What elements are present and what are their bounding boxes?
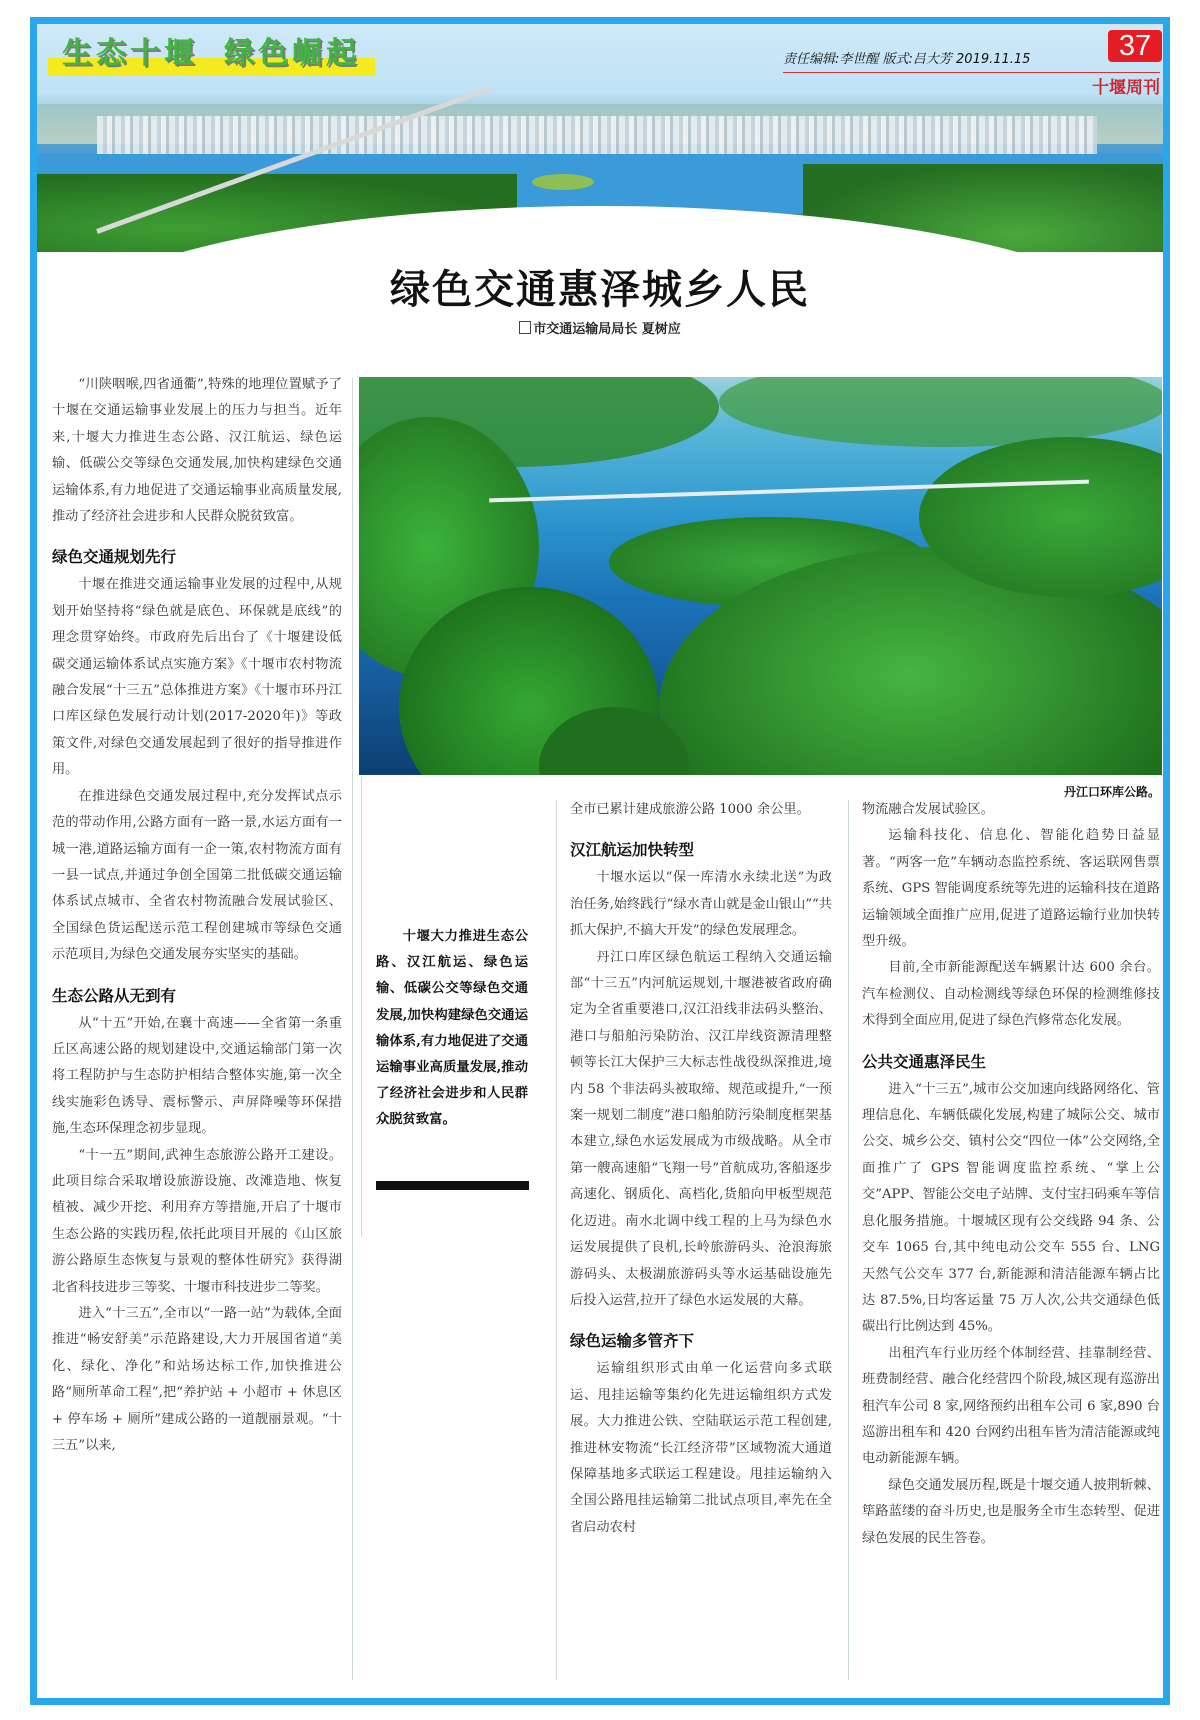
paragraph: 十堰水运以“保一库清水永续北送”为政治任务,始终践行“绿水青山就是金山银山”“共抓大保护,不搞大开发”的绿色发展理念。 (570, 870, 832, 939)
column-divider (848, 800, 849, 1680)
paragraph: 进入“十三五”,城市公交加速向线路网络化、管理信息化、车辆低碳化发展,构建了城际公交、城市公交、城乡公交、镇村公交“四位一体”公交网络,全面推广了 GPS 智能调度监控系统、“掌上公交”APP、智能公交电子站牌、支付宝扫码乘车等信息化服务措施。十堰城区现有公交线路 94 条、公交车 1065 台,其中纯电动公交车 555 台、LNG 天然气公交车 377 台,新能源和清洁能源车辆占比达 87.5%,日均客运量 75 万人次,公共交通绿色低碳出行比例达到 45%。 (862, 1081, 1160, 1335)
section-tagline (62, 28, 386, 72)
column-divider (556, 800, 557, 1680)
byline-box-icon (519, 321, 531, 334)
banner-island (532, 174, 594, 190)
subheading-hanjiang-shipping: 汉江航运加快转型 (570, 841, 695, 860)
subheading-public-transit: 公共交通惠泽民生 (862, 1052, 987, 1071)
column-3 (570, 797, 832, 1541)
pull-quote-text: 十堰大力推进生态公路、汉江航运、绿色运输、低碳公交等绿色交通发展,加快构建绿色交通运输体系,有力地促进了交通运输事业高质量发展,推动了经济社会进步和人民群众脱贫致富。 (376, 929, 528, 1128)
paragraph: 丹江口库区绿色航运工程纳入交通运输部“十三五”内河航运规划,十堰港被省政府确定为全省重要港口,汉江沿线非法码头整治、港口与船舶污染防治、汉江岸线资源清理整顿等长江大保护三大标志性战役纵深推进,境内 58 个非法码头被取缔、规范或提升,“一预案一规划二制度”港口船舶防污染制度框架基本建立,绿色水运发展成为市级战略。从全市第一艘高速船“飞翔一号”首航成功,客船逐步高速化、钢质化、高档化,货船向甲板型规范化迈进。南水北调中线工程的上马为绿色水运发展提供了良机,长岭旅游码头、沧浪海旅游码头、太极湖旅游码头等水运基础设施先后投入运营,拉开了绿色水运发展的大幕。 (570, 949, 832, 1308)
paragraph: 绿色交通发展历程,既是十堰交通人披荆斩棘、筚路蓝缕的奋斗历史,也是服务全市生态转型、促进绿色发展的民生答卷。 (862, 1477, 1160, 1546)
paragraph-continued: 全市已累计建成旅游公路 1000 余公里。 (570, 802, 810, 817)
paragraph: 运输科技化、信息化、智能化趋势日益显著。“两客一危”车辆动态监控系统、客运联网售票系统、GPS 智能调度系统等先进的运输科技在道路运输领域全面推广应用,促进了道路运输行业加快转型升级。 (862, 828, 1160, 950)
banner-city-skyline (97, 116, 1097, 156)
publication-name: 十堰周刊 (1092, 78, 1160, 98)
paragraph: 目前,全市新能源配送车辆累计达 600 余台。汽车检测仪、自动检测线等绿色环保的检测维修技术得到全面应用,促进了绿色汽修常态化发展。 (862, 960, 1160, 1029)
paragraph: 十堰在推进交通运输事业发展的过程中,从规划开始坚持将“绿色就是底色、环保就是底线”的理念贯穿始终。市政府先后出台了《十堰建设低碳交通运输体系试点实施方案》《十堰市农村物流融合发展“十三五”总体推进方案》《十堰市环丹江口库区绿色发展行动计划(2017-2020年)》等政策文件,对绿色交通发展起到了很好的指导推进作用。 (52, 577, 342, 778)
column-4 (862, 797, 1160, 1552)
paragraph: 在推进绿色交通发展过程中,充分发挥试点示范的带动作用,公路方面有一路一景,水运方面有一城一港,道路运输方面有一企一策,农村物流方面有一县一试点,并通过争创全国第二批低碳交通运输体系试点城市、全省农村物流融合发展试验区、全国绿色货运配送示范工程创建城市等绿色交通示范项目,为绿色交通发展夯实坚实的基础。 (52, 788, 342, 963)
reservoir-photo (359, 377, 1162, 775)
column-1 (52, 372, 342, 1459)
photo-caption: 丹江口环库公路。 (1063, 785, 1160, 799)
subheading-green-transport: 绿色运输多管齐下 (570, 1332, 695, 1351)
column-divider (352, 378, 353, 1680)
subheading-planning: 绿色交通规划先行 (52, 548, 177, 567)
paragraph-continued: 物流融合发展试验区。 (862, 802, 994, 817)
pull-quote-bar (376, 1181, 529, 1190)
paragraph: 运输组织形式由单一化运营向多式联运、甩挂运输等集约化先进运输组织方式发展。大力推进公铁、空陆联运示范工程创建,推进林安物流“长江经济带”区域物流大通道保障基地多式联运工程建设。甩挂运输纳入全国公路甩挂运输第二批试点项目,率先在全省启动农村 (570, 1361, 832, 1535)
tagline-part-1: 生态十堰 (62, 36, 198, 71)
article-title: 绿色交通惠泽城乡人民 (390, 266, 810, 313)
paragraph: 出租汽车行业历经个体制经营、挂靠制经营、班费制经营、融合化经营四个阶段,城区现有巡游出租汽车公司 8 家,网络预约出租车公司 6 家,890 台巡游出租车和 420 台网约出租车皆为清洁能源或纯电动新能源车辆。 (862, 1345, 1160, 1467)
intro-paragraph: “川陕咽喉,四省通衢”,特殊的地理位置赋予了十堰在交通运输事业发展上的压力与担当。近年来,十堰大力推进生态公路、汉江航运、绿色运输、低碳公交等绿色交通发展,加快构建绿色交通运输体系,有力地促进了交通运输事业高质量发展,推动了经济社会进步和人民群众脱贫致富。 (52, 377, 342, 525)
article-byline (0, 318, 1200, 337)
byline-text: 市交通运输局局长 夏树应 (533, 322, 681, 337)
paragraph: 进入“十三五”,全市以“一路一站”为载体,全面推进“畅安舒美”示范路建设,大力开展国省道“美化、绿化、净化”和站场达标工作,加快推进公路“厕所革命工程”,把“养护站 + 小超市 + 休息区 + 停车场 + 厕所”建成公路的一道靓丽景观。“十三五”以来, (52, 1306, 342, 1454)
pull-quote (376, 924, 528, 1134)
editor-credits: 责任编辑:李世醒 版式:吕大芳 2019.11.15 (783, 52, 1031, 67)
paragraph: 从“十五”开始,在襄十高速——全省第一条重丘区高速公路的规划建设中,交通运输部门第一次将工程防护与生态防护相结合整体实施,第一次全线实施彩色诱导、震标警示、声屏降噪等环保措施,生态环保理念初步显现。 (52, 1015, 342, 1137)
tagline-part-2: 绿色崛起 (224, 36, 360, 71)
photo-hill (719, 377, 1162, 447)
paragraph: “十一五”期间,武神生态旅游公路开工建设。此项目综合采取增设旅游设施、改滩造地、恢复植被、减少开挖、利用弃方等措施,开启了十堰市生态公路的实践历程,依托此项目开展的《山区旅游公路原生态恢复与景观的整体性研究》获得湖北省科技进步三等奖、十堰市科技进步二等奖。 (52, 1147, 342, 1295)
page-number: 37 (1108, 30, 1162, 62)
subheading-eco-roads: 生态公路从无到有 (52, 986, 177, 1005)
pullquote-border (361, 777, 362, 1237)
